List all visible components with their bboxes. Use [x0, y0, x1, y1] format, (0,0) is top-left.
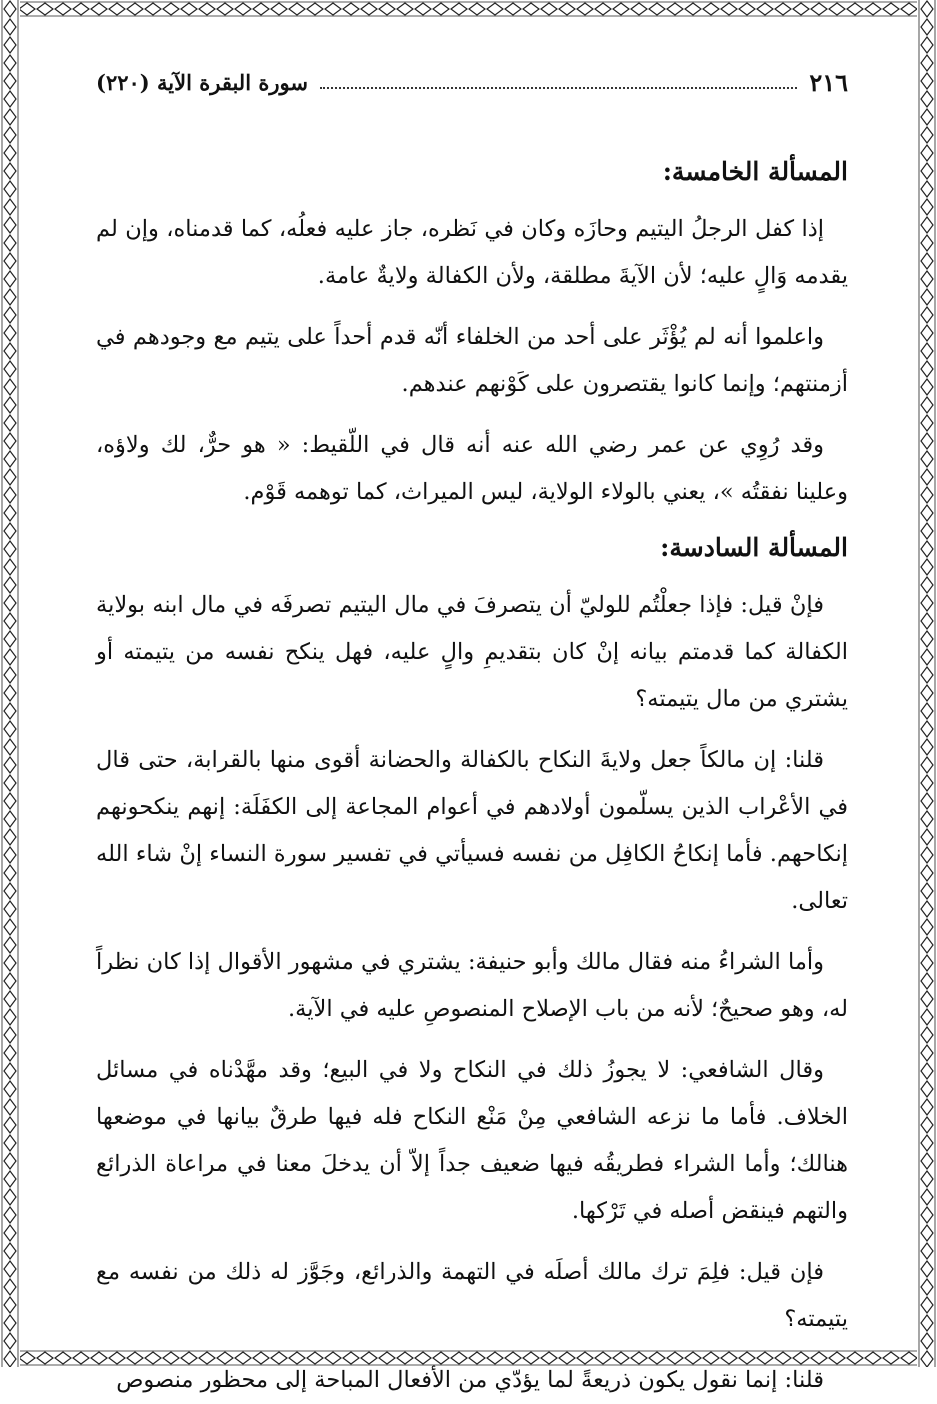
border-left: [0, 0, 20, 1367]
section-heading: المسألة الخامسة:: [662, 157, 848, 186]
paragraph: فإنْ قيل: فإذا جعلْتُم للوليّ أن يتصرفَ في مال اليتيم تصرفَه في مال ابنه بولاية الكفالة كما قدمتم بيانه إنْ كان بتقديمِ والٍ عليه، فهل ينكح نفسه من يتيمته أو يشتري من مال يتيمته؟: [96, 592, 849, 712]
page-number: ٢١٦: [809, 67, 848, 97]
chain-border-top-icon: [0, 0, 937, 18]
paragraph: إذا كفل الرجلُ اليتيم وحازَه وكان في نَظره، جاز عليه فعلُه، كما قدمناه، وإن لم يقدمه وَالٍ عليه؛ لأن الآيةَ مطلقة، ولأن الكفالة ولايةٌ عامة.: [96, 216, 848, 289]
chain-border-right-icon: [917, 0, 937, 1367]
paragraph: واعلموا أنه لم يُؤْثَر على أحد من الخلفاء أنّه قدم أحداً على يتيم مع وجودهم في أزمنتهم؛ وإنما كانوا يقتصرون على كَوْنهم عندهم.: [96, 324, 848, 397]
running-title: سورة البقرة الآية (٢٢٠): [96, 69, 308, 95]
border-right: [917, 0, 937, 1367]
section-heading: المسألة السادسة:: [660, 533, 848, 562]
paragraph: وقد رُوِي عن عمر رضي الله عنه أنه قال في اللّقيط: « هو حرٌّ، لك ولاؤه، وعلينا نفقتُه »، يعني بالولاء الولاية، ليس الميراث، كما توهمه قَوْم.: [96, 432, 848, 505]
header-dots-divider: [320, 75, 797, 89]
paragraph: قلنا: إن مالكاً جعل ولايةَ النكاح بالكفالة والحضانة أقوى منها بالقرابة، حتى قال في الأعْراب الذين يسلّمون أولادهم في أعوام المجاعة إلى الكفَلَة: إنهم ينكحونهم إنكاحهم. فأما إنكاحُ الكافِل من نفسه فسيأتي في تفسير سورة النساء إنْ شاء الله تعالى.: [96, 747, 848, 914]
chain-border-left-icon: [0, 0, 20, 1367]
page-header: [96, 60, 848, 104]
book-page: [96, 60, 849, 1393]
paragraph: وأما الشراءُ منه فقال مالك وأبو حنيفة: يشتري في مشهور الأقوال إذا كان نظراً له، وهو صحيحٌ؛ لأنه من باب الإصلاح المنصوصِ عليه في الآية.: [96, 949, 848, 1022]
paragraph: قلنا: إنما نقول يكون ذريعةً لما يؤدّي من الأفعال المباحة إلى محظور منصوص: [116, 1367, 824, 1393]
border-top: [0, 0, 937, 18]
paragraph: فإن قيل: فلِمَ ترك مالك أصلَه في التهمة والذرائع، وجَوَّز له ذلك من نفسه مع يتيمته؟: [96, 1259, 848, 1332]
paragraph: وقال الشافعي: لا يجوزُ ذلك في النكاح ولا في البيع؛ وقد مهَّدْناه في مسائل الخلاف. فأما ما نزعه الشافعي مِنْ مَنْع النكاح فله فيها طرقٌ بيانها في موضعها هنالك؛ وأما الشراء فطريقُه فيها ضعيف جداً إلاّ أن يدخلَ معنا في مراعاة الذرائع والتهم فينقض أصله في تَرْكها.: [96, 1057, 848, 1224]
page-content: [96, 154, 848, 1404]
